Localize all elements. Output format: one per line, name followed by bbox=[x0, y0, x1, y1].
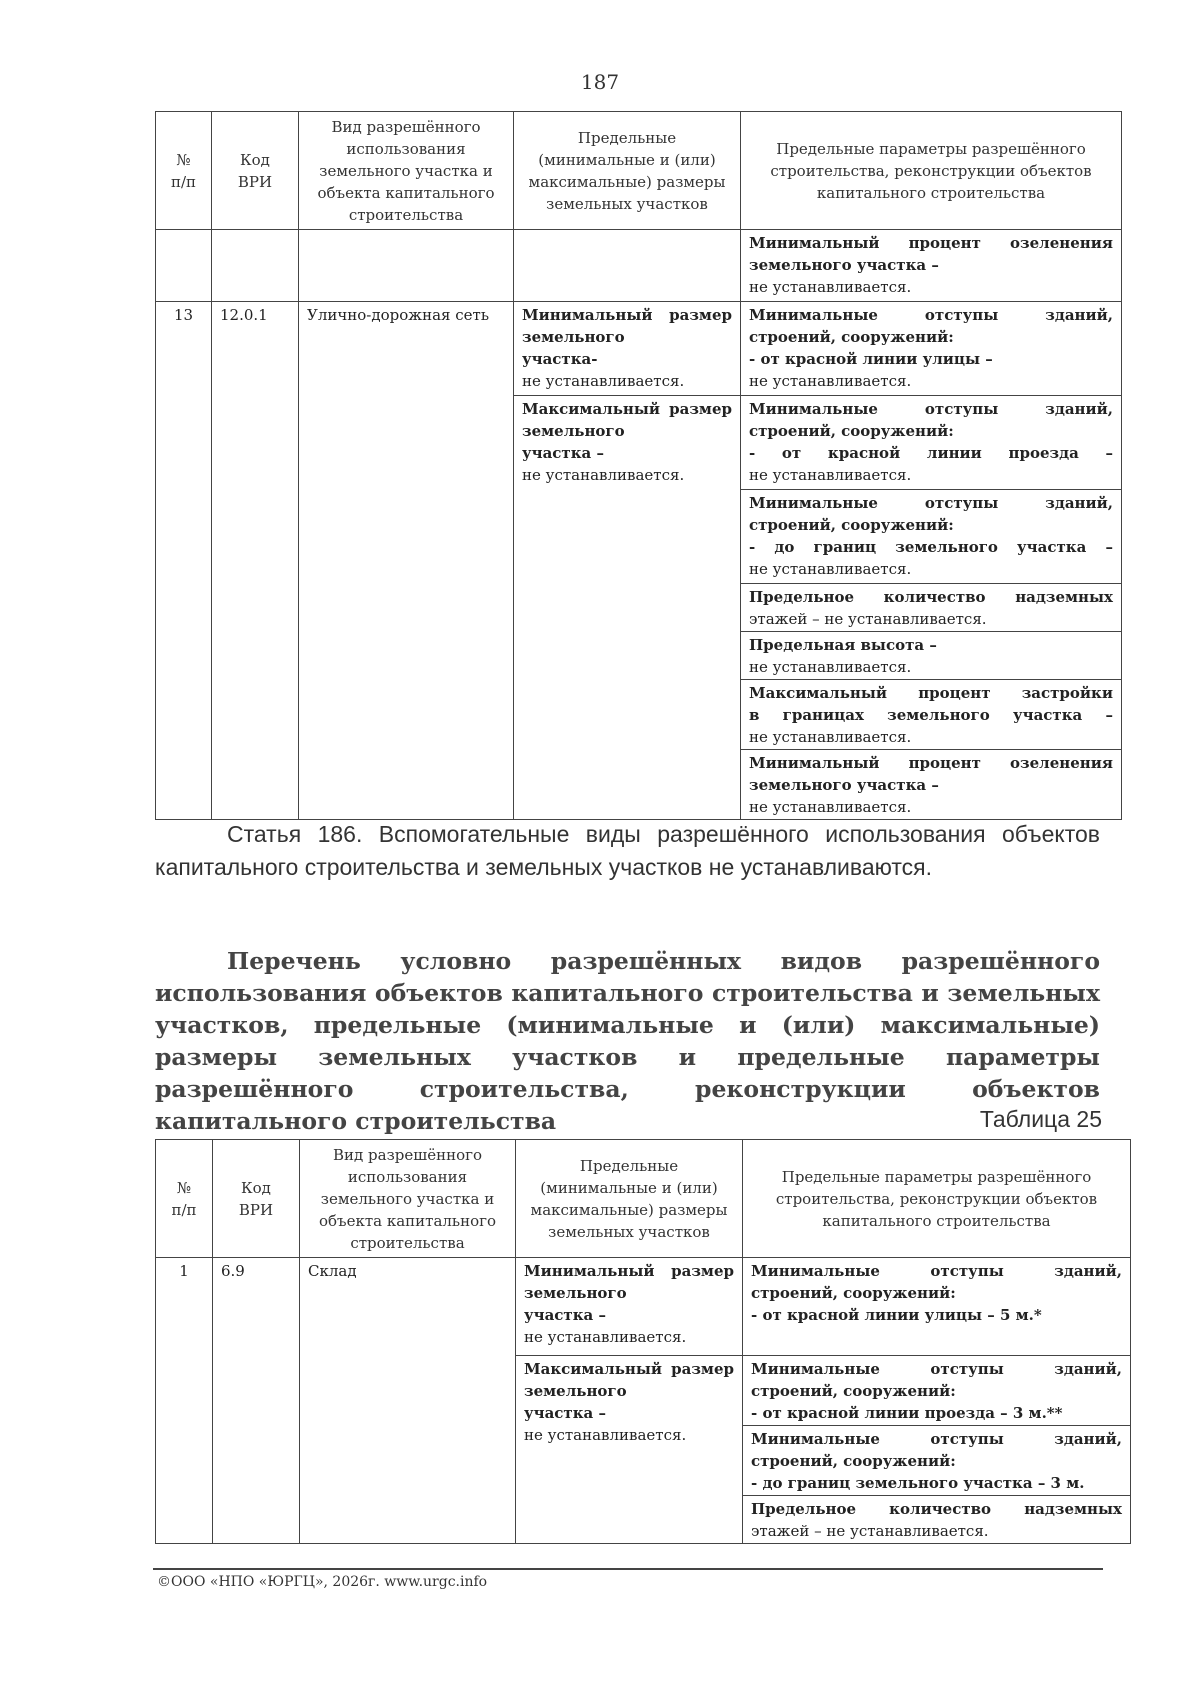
header-sizes: Предельные (минимальные и (или) максимальные) размеры земельных участков bbox=[516, 1140, 743, 1258]
param-cell: Предельная высота – не устанавливается. bbox=[741, 632, 1122, 680]
article-186: Статья 186. Вспомогательные виды разрешённого использования объектов капитального строительства и земельных участков не устанавливаются. bbox=[155, 821, 1100, 880]
param-cell: Минимальный процент озеленения земельного участка – не устанавливается. bbox=[741, 230, 1122, 302]
header-code: Код ВРИ bbox=[213, 1140, 300, 1258]
param-cell: Минимальный процент озеленения земельного участка – не устанавливается. bbox=[741, 750, 1122, 820]
section-heading: Перечень условно разрешённых видов разрешённого использования объектов капитального строительства и земельных участков, предельные (минимальные и (или) максимальные) размеры земельных участков и предельные параметры разрешённого строительства, реконструкции объектов капитального строительства bbox=[155, 947, 1100, 1135]
param-cell: Минимальные отступы зданий, строений, сооружений: - от красной линии улицы – не устанавливается. bbox=[741, 302, 1122, 396]
table-row bbox=[156, 1258, 1131, 1356]
footer-copyright: ©ООО «НПО «ЮРГЦ», 2026г. www.urgc.info bbox=[157, 1574, 488, 1590]
row-num: 13 bbox=[156, 302, 212, 820]
table-row bbox=[156, 230, 1122, 302]
table-header-row bbox=[156, 1140, 1131, 1258]
row-type: Склад bbox=[300, 1258, 516, 1544]
header-code: Код ВРИ bbox=[212, 112, 299, 230]
footer-divider bbox=[153, 1568, 1103, 1570]
min-size-cell: Минимальный размер земельного участка- не устанавливается. bbox=[514, 302, 741, 396]
table-caption: Таблица 25 bbox=[979, 1106, 1102, 1132]
param-cell: Минимальные отступы зданий, строений, сооружений: - до границ земельного участка – не устанавливается. bbox=[741, 490, 1122, 584]
header-params: Предельные параметры разрешённого строительства, реконструкции объектов капитального строительства bbox=[741, 112, 1122, 230]
header-params: Предельные параметры разрешённого строительства, реконструкции объектов капитального строительства bbox=[743, 1140, 1131, 1258]
table-row bbox=[156, 302, 1122, 396]
max-size-cell: Максимальный размер земельного участка – не устанавливается. bbox=[514, 396, 741, 820]
param-cell: Максимальный процент застройки в границах земельного участка – не устанавливается. bbox=[741, 680, 1122, 750]
max-size-cell: Максимальный размер земельного участка – не устанавливается. bbox=[516, 1356, 743, 1544]
row-num: 1 bbox=[156, 1258, 213, 1544]
row-code: 12.0.1 bbox=[212, 302, 299, 820]
param-cell: Предельное количество надземных этажей – не устанавливается. bbox=[743, 1496, 1131, 1544]
param-cell: Минимальные отступы зданий, строений, сооружений: - от красной линии улицы – 5 м.* bbox=[743, 1258, 1131, 1356]
page-number: 187 bbox=[580, 70, 620, 94]
row-type: Улично-дорожная сеть bbox=[299, 302, 514, 820]
regulations-table-continued bbox=[155, 111, 1122, 820]
header-type: Вид разрешённого использования земельного участка и объекта капитального строительства bbox=[299, 112, 514, 230]
header-type: Вид разрешённого использования земельного участка и объекта капитального строительства bbox=[300, 1140, 516, 1258]
param-cell: Минимальные отступы зданий, строений, сооружений: - от красной линии проезда – не устанавливается. bbox=[741, 396, 1122, 490]
header-num: № п/п bbox=[156, 112, 212, 230]
param-cell: Минимальные отступы зданий, строений, сооружений: - до границ земельного участка – 3 м. bbox=[743, 1426, 1131, 1496]
param-cell: Минимальные отступы зданий, строений, сооружений: - от красной линии проезда – 3 м.** bbox=[743, 1356, 1131, 1426]
table-header-row bbox=[156, 112, 1122, 230]
min-size-cell: Минимальный размер земельного участка – не устанавливается. bbox=[516, 1258, 743, 1356]
header-sizes: Предельные (минимальные и (или) максимальные) размеры земельных участков bbox=[514, 112, 741, 230]
regulations-table-25 bbox=[155, 1139, 1131, 1544]
row-code: 6.9 bbox=[213, 1258, 300, 1544]
param-cell: Предельное количество надземных этажей – не устанавливается. bbox=[741, 584, 1122, 632]
header-num: № п/п bbox=[156, 1140, 213, 1258]
